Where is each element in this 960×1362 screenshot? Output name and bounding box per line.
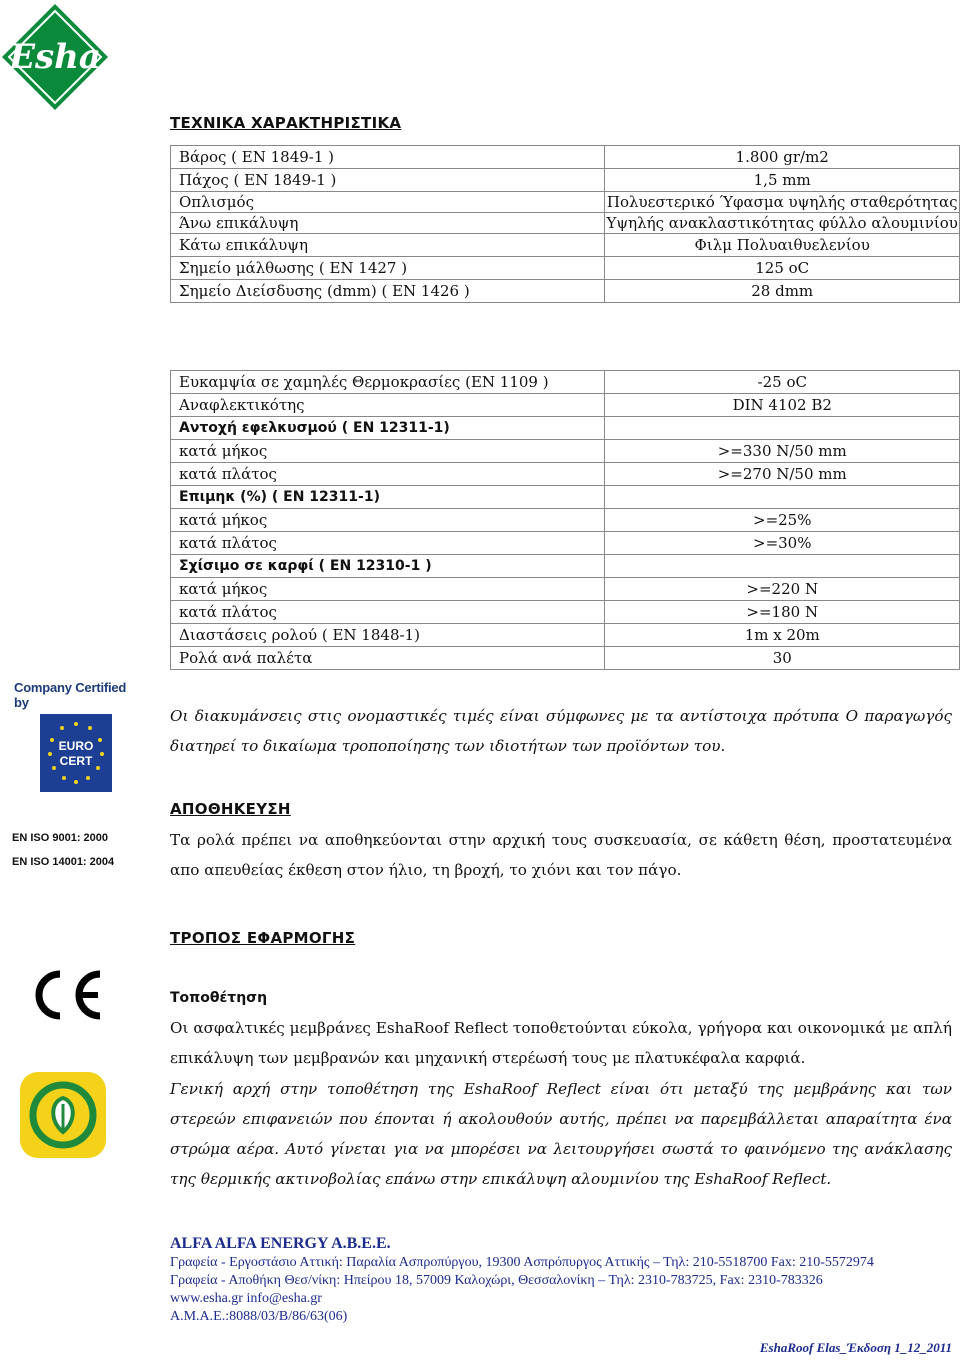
spec-label: Αντοχή εφελκυσμού ( EN 12311-1) xyxy=(171,417,605,440)
spec-label: Σημείο Διείσδυσης (dmm) ( EN 1426 ) xyxy=(171,280,605,303)
footer xyxy=(170,1234,874,1326)
spec-row xyxy=(171,509,960,532)
eurocert-badge xyxy=(14,680,144,792)
spec-value: 125 oC xyxy=(605,257,960,280)
spec-label: Βάρος ( EN 1849-1 ) xyxy=(171,146,605,169)
spec-label: Πάχος ( EN 1849-1 ) xyxy=(171,169,605,192)
esha-logo xyxy=(0,2,110,112)
spec-value: 30 xyxy=(605,647,960,670)
spec-value: 28 dmm xyxy=(605,280,960,303)
spec-value: DIN 4102 B2 xyxy=(605,394,960,417)
iso-14001: EN ISO 14001: 2004 xyxy=(12,856,115,868)
spec-row xyxy=(171,532,960,555)
spec-label: Ρολά ανά παλέτα xyxy=(171,647,605,670)
recycle-leaf-icon xyxy=(20,1072,106,1158)
spec-value xyxy=(605,555,960,578)
spec-label: Κάτω επικάλυψη xyxy=(171,234,605,257)
tech-specs-heading: ΤΕΧΝΙΚΑ ΧΑΡΑΚΤΗΡΙΣΤΙΚΑ xyxy=(170,114,402,132)
spec-row xyxy=(171,234,960,257)
installation-para-1: Οι ασφαλτικές μεμβράνες EshaRoof Reflect τοποθετούνται εύκολα, γρήγορα και οικονομικά με απλή επικάλυψη των μεμβρανών και μηχανική στερέωσή τους με πλατυκέφαλα καρφιά. xyxy=(170,1019,952,1067)
spec-label: Αναφλεκτικότης xyxy=(171,394,605,417)
spec-value: Φιλμ Πολυαιθυελενίου xyxy=(605,234,960,257)
spec-label: κατά πλάτος xyxy=(171,532,605,555)
spec-row xyxy=(171,624,960,647)
spec-row xyxy=(171,192,960,213)
spec-row xyxy=(171,486,960,509)
document-version: EshaRoof Elas_Έκδοση 1_12_2011 xyxy=(759,1340,952,1355)
iso-9001: EN ISO 9001: 2000 xyxy=(12,832,109,844)
spec-row xyxy=(171,371,960,394)
spec-label: Διαστάσεις ρολού ( EN 1848-1) xyxy=(171,624,605,647)
cert-line-1: EURO xyxy=(58,739,94,753)
tolerance-note: Οι διακυμάνσεις στις ονομαστικές τιμές είναι σύμφωνες με τα αντίστοιχα πρότυπα Ο παραγωγός διατηρεί το δικαίωμα τροποποίησης των ιδιοτήτων των προϊόντων του. xyxy=(170,707,952,755)
spec-value: >=330 N/50 mm xyxy=(605,440,960,463)
spec-row xyxy=(171,555,960,578)
spec-label: Οπλισμός xyxy=(171,192,605,213)
storage-heading: ΑΠΟΘΗΚΕΥΣΗ xyxy=(170,800,291,818)
spec-row xyxy=(171,647,960,670)
spec-label: Ευκαμψία σε χαμηλές Θερμοκρασίες (EN 1109 ) xyxy=(171,371,605,394)
spec-label: κατά μήκος xyxy=(171,440,605,463)
spec-row xyxy=(171,146,960,169)
spec-value: 1,5 mm xyxy=(605,169,960,192)
registration-number: Α.Μ.Α.Ε.:8088/03/Β/86/63(06) xyxy=(170,1309,348,1324)
spec-value: >=25% xyxy=(605,509,960,532)
spec-row xyxy=(171,578,960,601)
ce-mark-icon xyxy=(30,968,106,1022)
spec-label: Επιμηκ (%) ( EN 12311-1) xyxy=(171,486,605,509)
spec-value: 1.800 gr/m2 xyxy=(605,146,960,169)
certified-by-label: Company Certified by xyxy=(14,680,127,710)
spec-value xyxy=(605,417,960,440)
spec-value: >=30% xyxy=(605,532,960,555)
iso-certifications xyxy=(12,826,114,874)
spec-label: Άνω επικάλυψη xyxy=(171,213,605,234)
spec-label: Σχίσιμο σε καρφί ( EN 12310-1 ) xyxy=(171,555,605,578)
application-heading: ΤΡΟΠΟΣ ΕΦΑΡΜΟΓΗΣ xyxy=(170,929,356,947)
spec-row xyxy=(171,463,960,486)
spec-value: >=270 N/50 mm xyxy=(605,463,960,486)
brand-text: Esha xyxy=(9,37,101,77)
spec-row xyxy=(171,280,960,303)
address-thessaloniki: Γραφεία - Αποθήκη Θεσ/νίκη: Ηπείρου 18, 57009 Καλοχώρι, Θεσσαλονίκη – Τηλ: 2310-783725, Fax: 2310-783326 xyxy=(170,1273,823,1288)
spec-label: Σημείο μάλθωσης ( EN 1427 ) xyxy=(171,257,605,280)
spec-value: -25 oC xyxy=(605,371,960,394)
spec-row xyxy=(171,394,960,417)
spec-value: Πολυεστερικό Ύφασμα υψηλής σταθερότητας xyxy=(606,193,958,211)
spec-label: κατά μήκος xyxy=(171,578,605,601)
spec-label: κατά μήκος xyxy=(171,509,605,532)
spec-row xyxy=(171,213,960,234)
spec-value: >=180 N xyxy=(605,601,960,624)
installation-subheading: Τοποθέτηση xyxy=(170,990,268,1006)
cert-line-2: CERT xyxy=(59,754,93,768)
spec-value xyxy=(605,486,960,509)
web-email[interactable]: www.esha.gr info@esha.gr xyxy=(170,1291,322,1306)
spec-row xyxy=(171,257,960,280)
spec-table-2 xyxy=(170,370,960,670)
spec-label: κατά πλάτος xyxy=(171,463,605,486)
spec-row xyxy=(171,169,960,192)
spec-value: Υψηλής ανακλαστικότητας φύλλο αλουμινίου xyxy=(606,214,958,232)
spec-label: κατά πλάτος xyxy=(171,601,605,624)
spec-row xyxy=(171,417,960,440)
spec-row xyxy=(171,601,960,624)
installation-para-2: Γενική αρχή στην τοποθέτηση της EshaRoof Reflect είναι ότι μεταξύ της μεμβράνης και των στερεών επιφανειών που έπονται ή ακολουθούν αυτής, πρέπει να παρεμβάλλεται απαραίτητα ένα στρώμα αέρα. Αυτό γίνεται για να μπορέσει να λειτουργήσει σωστά το φαινόμενο της ανάκλασης της θερμικής ακτινοβολίας επάνω στην επικάλυψη αλουμινίου της EshaRoof Reflect. xyxy=(170,1080,952,1188)
spec-table-1 xyxy=(170,145,960,303)
eurocert-icon xyxy=(40,714,112,792)
company-name: ALFA ALFA ENERGY A.B.E.E. xyxy=(170,1235,391,1252)
address-attica: Γραφεία - Εργοστάσιο Αττική: Παραλία Ασπροπύργου, 19300 Ασπρόπυργος Αττικής – Τηλ: 210-5518700 Fax: 210-5572974 xyxy=(170,1255,874,1270)
spec-row xyxy=(171,440,960,463)
spec-value: 1m x 20m xyxy=(605,624,960,647)
storage-text: Τα ρολά πρέπει να αποθηκεύονται στην αρχική τους συσκευασία, σε κάθετη θέση, προστατευμένα απο απευθείας έκθεση στον ήλιο, τη βροχή, το χιόνι και τον πάγο. xyxy=(170,831,952,879)
spec-value: >=220 N xyxy=(605,578,960,601)
